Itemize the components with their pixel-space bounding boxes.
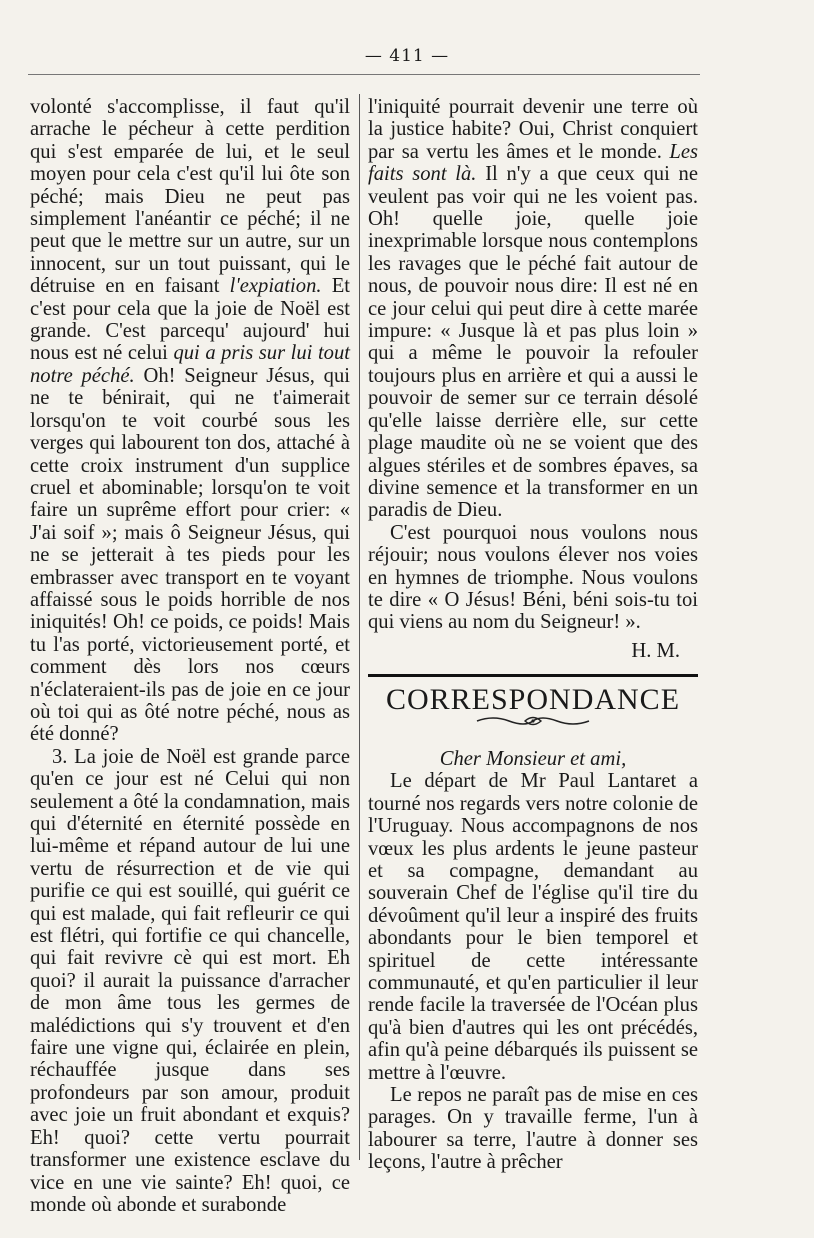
right-paragraph-1 bbox=[368, 96, 698, 522]
left-paragraph-1 bbox=[30, 96, 350, 746]
section-title: CORRESPONDANCE bbox=[385, 683, 681, 717]
italic-run: Cher Monsieur et ami, bbox=[439, 747, 627, 770]
italic-run: Les faits sont là. bbox=[368, 140, 698, 186]
text-run: Et c'est pour cela que la joie de Noël est grande. C'est parcequ' aujourd' hui nous est né celui bbox=[30, 275, 350, 365]
page-number: — 411 — bbox=[364, 46, 450, 66]
right-paragraph-3: Le départ de Mr Paul Lantaret a tourné nos regards vers notre colonie de l'Uruguay. Nous accompagnons de nos vœux les plus ardents le jeune pasteur et sa compagne, demandant au souverain Chef de l'église qu'il tire du dévoûment qu'il leur a inspiré des fruits abondants pour le bien temporel et spirituel de cette intéressante communauté, et qu'en particulier il leur rende facile la traversée de l'Océan plus qu'à bien d'autres qui les ont précédés, afin qu'à peine débarqués ils puissent se mettre à l'œuvre. bbox=[368, 770, 698, 1084]
text-run: l'iniquité pourrait devenir une terre où la justice habite? Oui, Christ conquiert par sa vertu les âmes et le monde. bbox=[368, 96, 698, 163]
left-column bbox=[30, 96, 350, 1216]
signature: H. M. bbox=[631, 639, 680, 662]
right-paragraph-2: C'est pourquoi nous voulons nous réjouir; nous voulons élever nos voies en hymnes de triomphe. Nous voulons te dire « O Jésus! Béni, béni sois-tu toi qui viens au nom du Seigneur! ». bbox=[368, 521, 698, 634]
text-run: Il n'y a que ceux qui ne veulent pas voir qui ne les voient pas. Oh! quelle joie, quelle joie inexprimable lorsque nous contemplons les ravages que le péché fait autour de nous, de pouvoir nous dire: Il est né en ce jour celui qui peut dire à cette marée impure: « Jusque là et pas plus loin » qui a même le pouvoir la refouler toujours plus en arrière et qui a aussi le pouvoir de semer sur ce terrain désolé qu'elle laisse derrière elle, sur cette plage maudite où ne se voient que des algues stériles et de sombres épaves, sa divine semence et la transformer en un paradis de Dieu. bbox=[368, 163, 698, 522]
text-run: volonté s'accomplisse, il faut qu'il arrache le pécheur à cette perdition qui s'est emparée de lui, et le seul moyen pour cela c'est qu'il lui ôte son péché; mais Dieu ne peut pas simplement l'anéantir ce péché; il ne peut que le mettre sur un autre, sur un innocent, sur un tout puissant, qui le détruise en en faisant bbox=[30, 96, 350, 298]
section-rule bbox=[368, 674, 698, 677]
italic-run: qui a pris sur lui tout notre péché. bbox=[30, 342, 350, 387]
column-divider bbox=[359, 94, 360, 1160]
left-paragraph-2: 3. La joie de Noël est grande parce qu'en ce jour est né Celui qui non seulement a ôté la condamnation, mais qui d'éternité en éternité possède en lui-même et répand autour de lui une vertu de résurrection et de vie qui purifie ce qui est souillé, qui guérit ce qui est malade, qui fait refleurir ce qui est flétri, qui fortifie ce qui chancelle, qui fait revivre cè qui est mort. Eh quoi? il aurait la puissance d'arracher de mon âme tous les germes de malédictions qui s'y trouvent et d'en faire une vigne qui, éclairée en plein, réchauffée jusque dans ses profondeurs par son amour, produit avec joie un fruit abondant et exquis? Eh! quoi? cette vertu pourrait transformer une existence esclave du vice en une vie sainte? Eh! quoi, ce monde où abonde et surabonde bbox=[30, 745, 350, 1216]
right-column bbox=[368, 96, 698, 1174]
header-rule bbox=[28, 74, 700, 75]
greeting bbox=[368, 748, 698, 770]
italic-run: l'expiation. bbox=[229, 275, 322, 298]
right-paragraph-4: Le repos ne paraît pas de mise en ces parages. On y travaille ferme, l'un à labourer sa terre, l'autre à donner ses leçons, l'autre à prêcher bbox=[368, 1084, 698, 1174]
text-run: Oh! Seigneur Jésus, qui ne te bénirait, qui ne t'aimerait lorsqu'on te voit courbé sous les verges qui labourent ton dos, attaché à cette croix instrument d'un supplice cruel et abominable; lorsqu'on te voit faire un suprême effort pour crier: « J'ai soif »; mais ô Seigneur Jésus, qui ne se jetterait à tes pieds pour les embrasser avec transport en te voyant affaissé sous le poids horrible de nos iniquités! Oh! ce poids, ce poids! Mais tu l'as porté, victorieusement porté, et comment dès lors nos cœurs n'éclateraient-ils pas de joie en ce jour où toi qui as ôté notre péché, nous as été donné? bbox=[30, 364, 350, 746]
